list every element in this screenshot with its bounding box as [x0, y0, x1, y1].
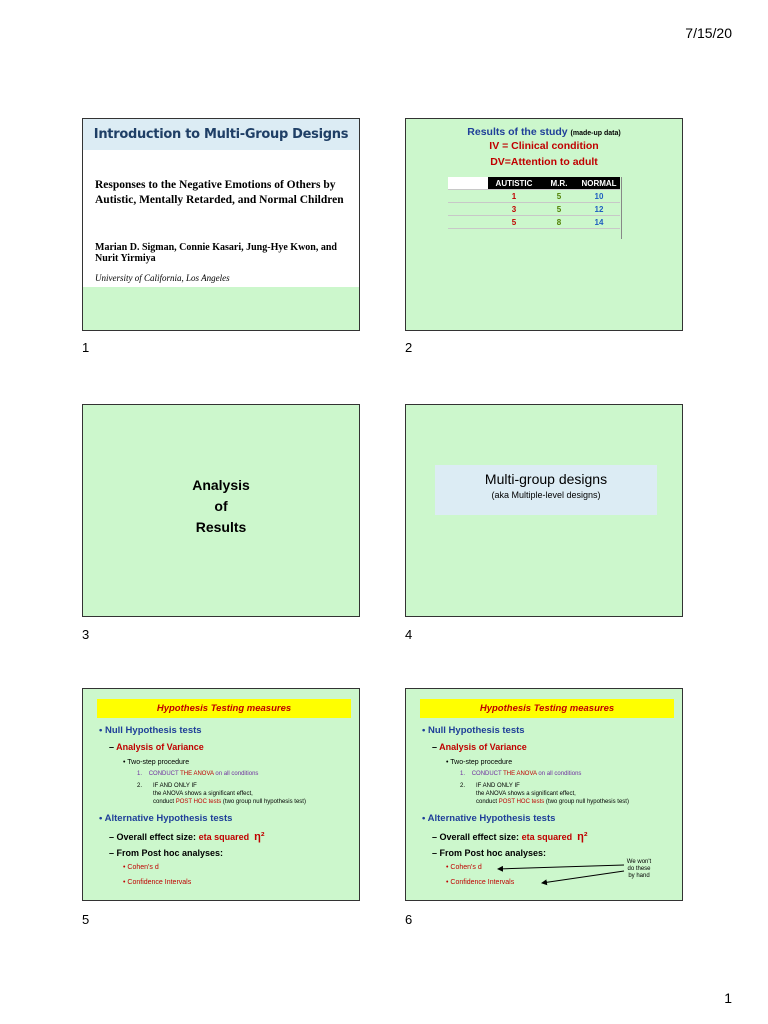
- col-header-mr: M.R.: [540, 177, 578, 190]
- header-date: 7/15/20: [685, 25, 732, 41]
- arrow-to-cohens-d: [498, 865, 624, 869]
- step-2-num: 2.: [137, 783, 143, 789]
- step-1: [137, 771, 258, 777]
- multi-group-title-box: [435, 465, 657, 515]
- step-2-text-b: POST HOC tests: [498, 799, 545, 805]
- table-row: [448, 216, 620, 229]
- step-2-line-2: the ANOVA shows a significant effect,: [153, 791, 253, 797]
- paper-title: Responses to the Negative Emotions of Others by Autistic, Mentally Retarded, and Normal Children: [95, 179, 344, 206]
- note-line-2: do these: [627, 866, 651, 872]
- slide-4-number: 4: [405, 627, 413, 642]
- posthoc-text: From Post hoc analyses:: [439, 848, 547, 858]
- dv-line: DV=Attention to adult: [490, 156, 598, 168]
- two-step-bullet: • Two-step procedure: [446, 759, 513, 766]
- step-2-text-a: conduct: [476, 799, 499, 805]
- effect-size-label: Overall effect size:: [116, 832, 199, 842]
- effect-size-bullet: – Overall effect size: eta squared η²: [432, 831, 588, 843]
- table-blank-cell: [448, 190, 488, 203]
- null-hypothesis-text: Null Hypothesis tests: [104, 725, 202, 736]
- table-cell: 10: [578, 190, 620, 203]
- hypothesis-header: Hypothesis Testing measures: [97, 699, 351, 718]
- line-results: Results: [195, 519, 247, 535]
- eta-squared-text: eta squared: [521, 832, 573, 842]
- slide-6-number: 6: [405, 912, 413, 927]
- hypothesis-header: Hypothesis Testing measures: [420, 699, 674, 718]
- step-1-text-b: THE ANOVA: [180, 771, 214, 777]
- slide-6: [405, 688, 683, 901]
- step-2-line-3: [153, 799, 306, 805]
- effect-size-bullet: – Overall effect size: eta squared η²: [109, 831, 265, 843]
- step-1-text-a: CONDUCT: [471, 771, 504, 777]
- table-cell: 3: [488, 203, 540, 216]
- cohens-d-text: Cohen's d: [450, 864, 482, 871]
- two-step-bullet: • Two-step procedure: [123, 759, 190, 766]
- line-of: of: [214, 498, 228, 514]
- multi-group-subtitle: (aka Multiple-level designs): [491, 490, 601, 500]
- results-heading-text: Results of the study: [467, 126, 568, 138]
- line-analysis: Analysis: [192, 477, 250, 493]
- eta-squared-text: eta squared: [198, 832, 250, 842]
- two-step-text: Two-step procedure: [127, 759, 190, 766]
- alt-hypothesis-text: Alternative Hypothesis tests: [427, 813, 556, 824]
- alt-hypothesis-bullet: • Alternative Hypothesis tests: [99, 813, 233, 824]
- table-header-row: [448, 177, 620, 190]
- col-header-autistic: AUTISTIC: [488, 177, 540, 190]
- table-cell: 5: [488, 216, 540, 229]
- iv-line: IV = Clinical condition: [489, 140, 599, 152]
- anova-bullet: – Analysis of Variance: [109, 742, 204, 752]
- table-cell: 1: [488, 190, 540, 203]
- made-up-data-note: (made-up data): [570, 130, 621, 137]
- table-blank-cell: [448, 216, 488, 229]
- anova-text: Analysis of Variance: [116, 742, 204, 752]
- slide-2-number: 2: [405, 340, 413, 355]
- step-1-num: 1.: [137, 771, 143, 777]
- ci-text: Confidence Intervals: [450, 879, 515, 886]
- step-1-num: 1.: [460, 771, 466, 777]
- arrow-to-ci: [542, 871, 624, 883]
- step-2-line-1: IF AND ONLY IF: [476, 783, 520, 789]
- table-divider: [621, 177, 622, 239]
- step-2-text-b: POST HOC tests: [175, 799, 222, 805]
- paper-title-page: [83, 150, 359, 287]
- slide-1: [82, 118, 360, 331]
- cohens-d-bullet: • Cohen's d: [123, 864, 159, 871]
- slide-1-title: Introduction to Multi-Group Designs: [83, 119, 359, 150]
- two-step-text: Two-step procedure: [450, 759, 513, 766]
- step-1-text-c: on all conditions: [213, 771, 259, 777]
- step-2-line-1: IF AND ONLY IF: [153, 783, 197, 789]
- cohens-d-bullet: • Cohen's d: [446, 864, 482, 871]
- ci-bullet: • Confidence Intervals: [446, 879, 515, 886]
- step-2-num: 2.: [460, 783, 466, 789]
- step-1-text-b: THE ANOVA: [503, 771, 537, 777]
- anova-text: Analysis of Variance: [439, 742, 527, 752]
- results-table: [448, 177, 620, 229]
- slide-5-number: 5: [82, 912, 90, 927]
- eta-symbol: η²: [254, 831, 265, 843]
- alt-hypothesis-bullet: • Alternative Hypothesis tests: [422, 813, 556, 824]
- null-hypothesis-bullet: • Null Hypothesis tests: [422, 725, 525, 736]
- slide-5: [82, 688, 360, 901]
- table-cell: 8: [540, 216, 578, 229]
- table-cell: 14: [578, 216, 620, 229]
- note-line-3: by hand: [628, 873, 650, 879]
- cohens-d-text: Cohen's d: [127, 864, 159, 871]
- step-2-text-c: (two group null hypothesis test): [544, 799, 629, 805]
- table-row: [448, 190, 620, 203]
- multi-group-title: Multi-group designs: [484, 471, 608, 487]
- step-2-text-c: (two group null hypothesis test): [221, 799, 306, 805]
- ci-bullet: • Confidence Intervals: [123, 879, 192, 886]
- slide-2: [405, 118, 683, 331]
- posthoc-text: From Post hoc analyses:: [116, 848, 224, 858]
- step-1-text-c: on all conditions: [536, 771, 582, 777]
- alt-hypothesis-text: Alternative Hypothesis tests: [104, 813, 233, 824]
- paper-authors: Marian D. Sigman, Connie Kasari, Jung-Hye Kwon, and Nurit Yirmiya: [95, 242, 337, 264]
- page-number: 1: [724, 990, 732, 1006]
- posthoc-bullet: – From Post hoc analyses:: [109, 848, 224, 858]
- step-1-text-a: CONDUCT: [148, 771, 181, 777]
- slide-4: [405, 404, 683, 617]
- we-wont-note: [622, 859, 656, 880]
- null-hypothesis-bullet: • Null Hypothesis tests: [99, 725, 202, 736]
- table-row: [448, 203, 620, 216]
- table-blank-cell: [448, 177, 488, 190]
- effect-size-label: Overall effect size:: [439, 832, 522, 842]
- col-header-normal: NORMAL: [578, 177, 620, 190]
- table-blank-cell: [448, 203, 488, 216]
- table-cell: 5: [540, 190, 578, 203]
- ci-text: Confidence Intervals: [127, 879, 192, 886]
- step-2-line-2: the ANOVA shows a significant effect,: [476, 791, 576, 797]
- analysis-of-results: [83, 475, 359, 538]
- table-cell: 5: [540, 203, 578, 216]
- paper-affiliation: University of California, Los Angeles: [95, 273, 230, 283]
- slide-3: [82, 404, 360, 617]
- results-heading: [406, 126, 682, 138]
- slide-1-number: 1: [82, 340, 90, 355]
- null-hypothesis-text: Null Hypothesis tests: [427, 725, 525, 736]
- note-line-1: We won't: [626, 859, 652, 865]
- slide-3-number: 3: [82, 627, 90, 642]
- eta-symbol: η²: [577, 831, 588, 843]
- anova-bullet: – Analysis of Variance: [432, 742, 527, 752]
- step-2-text-a: conduct: [153, 799, 176, 805]
- posthoc-bullet: – From Post hoc analyses:: [432, 848, 547, 858]
- table-cell: 12: [578, 203, 620, 216]
